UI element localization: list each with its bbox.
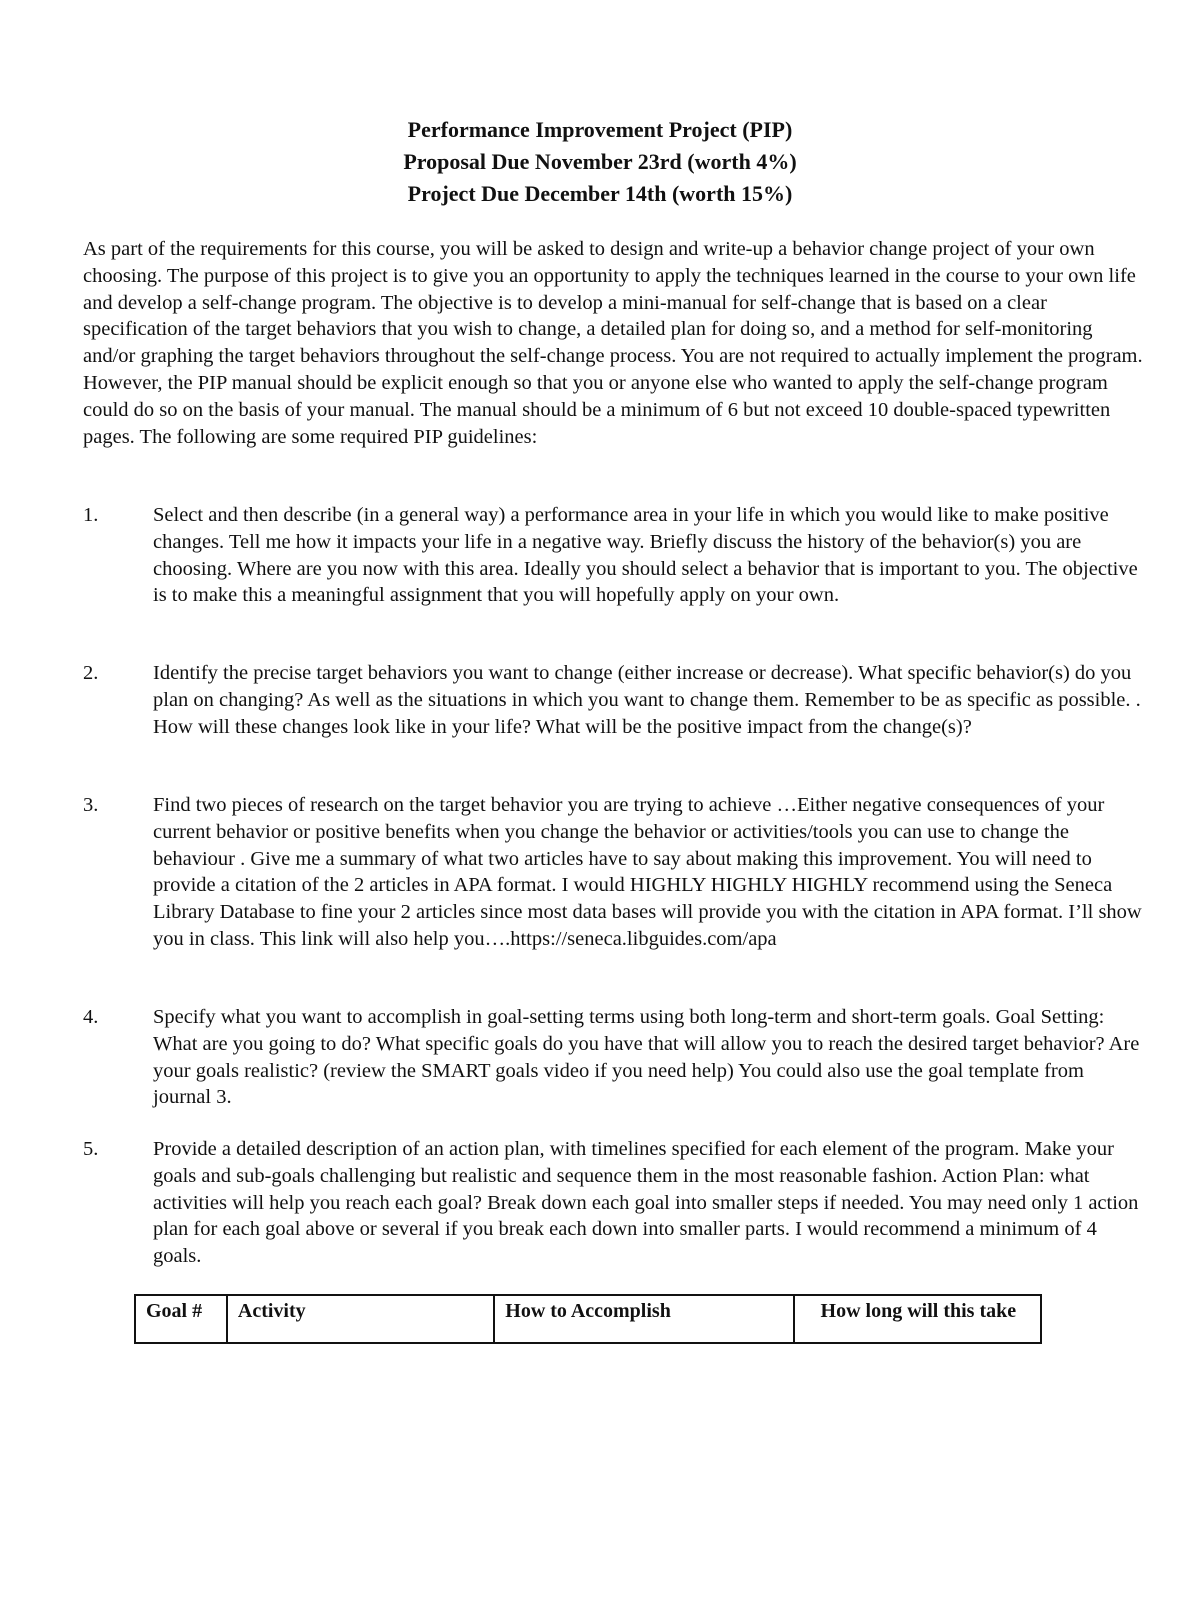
intro-paragraph: As part of the requirements for this course, you will be asked to design and write-up a behavior change project of your own choosing. The purpose of this project is to give you an opportunity to apply the techniques learned in the course to your own life and develop a self-change program. The objective is to develop a mini-manual for self-change that is based on a clear specification of the target behaviors that you wish to change, a detailed plan for doing so, and a method for self-monitoring and/or graphing the target behaviors throughout the self-change process. You are not required to actually implement the program. However, the PIP manual should be explicit enough so that you or anyone else who wanted to apply the self-change program could do so on the basis of your manual. The manual should be a minimum of 6 but not exceed 10 double-spaced typewritten pages. The following are some required PIP guidelines: bbox=[83, 238, 1143, 448]
guideline-text: Select and then describe (in a general way) a performance area in your life in which you would like to make positive changes. Tell me how it impacts your life in a negative way. Briefly discuss the history of the behavior(s) you are choosing. Where are you now with this area. Ideally you should select a behavior that is important to you. The objective is to make this a meaningful assignment that you will hopefully apply on your own. bbox=[153, 504, 1138, 607]
guideline-text: Find two pieces of research on the target behavior you are trying to achieve …Either negative consequences of your current behavior or positive benefits when you change the behavior or activities/tools you can use to change the behaviour . Give me a summary of what two articles have to say about making this improvement. You will need to provide a citation of the 2 articles in APA format. I would HIGHLY HIGHLY HIGHLY recommend using the Seneca Library Database to fine your 2 articles since most data bases will provide you with the citation in APA format. I’ll show you in class. This link will also help you….https://seneca.libguides.com/apa bbox=[153, 794, 1142, 950]
guideline-number: 5. bbox=[83, 1138, 99, 1160]
table-header-how-to-accomplish: How to Accomplish bbox=[494, 1295, 793, 1343]
title-line-3: Project Due December 14th (worth 15%) bbox=[407, 181, 793, 206]
guideline-number: 1. bbox=[83, 504, 99, 526]
guideline-number: 4. bbox=[83, 1006, 99, 1028]
table-header-goal: Goal # bbox=[135, 1295, 227, 1343]
guideline-text: Specify what you want to accomplish in goal-setting terms using both long-term and short-term goals. Goal Setting: What are you going to do? What specific goals do you have that will allow you to reach the desired target behavior? Are your goals realistic? (review the SMART goals video if you need help) You could also use the goal template from journal 3. bbox=[153, 1006, 1140, 1109]
goal-plan-table bbox=[134, 1294, 1042, 1344]
guideline-text: Provide a detailed description of an action plan, with timelines specified for each element of the program. Make your goals and sub-goals challenging but realistic and sequence them in the most reasonable fashion. Action Plan: what activities will help you reach each goal? Break down each goal into smaller steps if needed. You may need only 1 action plan for each goal above or several if you break each down into smaller parts. I would recommend a minimum of 4 goals. bbox=[153, 1138, 1139, 1268]
table-header-row bbox=[135, 1295, 1041, 1343]
title-line-2: Proposal Due November 23rd (worth 4%) bbox=[403, 149, 797, 174]
table-header-activity: Activity bbox=[227, 1295, 494, 1343]
table-header-duration: How long will this take bbox=[794, 1295, 1041, 1343]
title-line-1: Performance Improvement Project (PIP) bbox=[407, 117, 793, 142]
guideline-number: 2. bbox=[83, 662, 99, 684]
guideline-text: Identify the precise target behaviors you want to change (either increase or decrease). What specific behavior(s) do you plan on changing? As well as the situations in which you want to change them. Remember to be as specific as possible. . How will these changes look like in your life? What will be the positive impact from the change(s)? bbox=[153, 662, 1141, 738]
document-title bbox=[0, 114, 1200, 210]
guideline-number: 3. bbox=[83, 794, 99, 816]
